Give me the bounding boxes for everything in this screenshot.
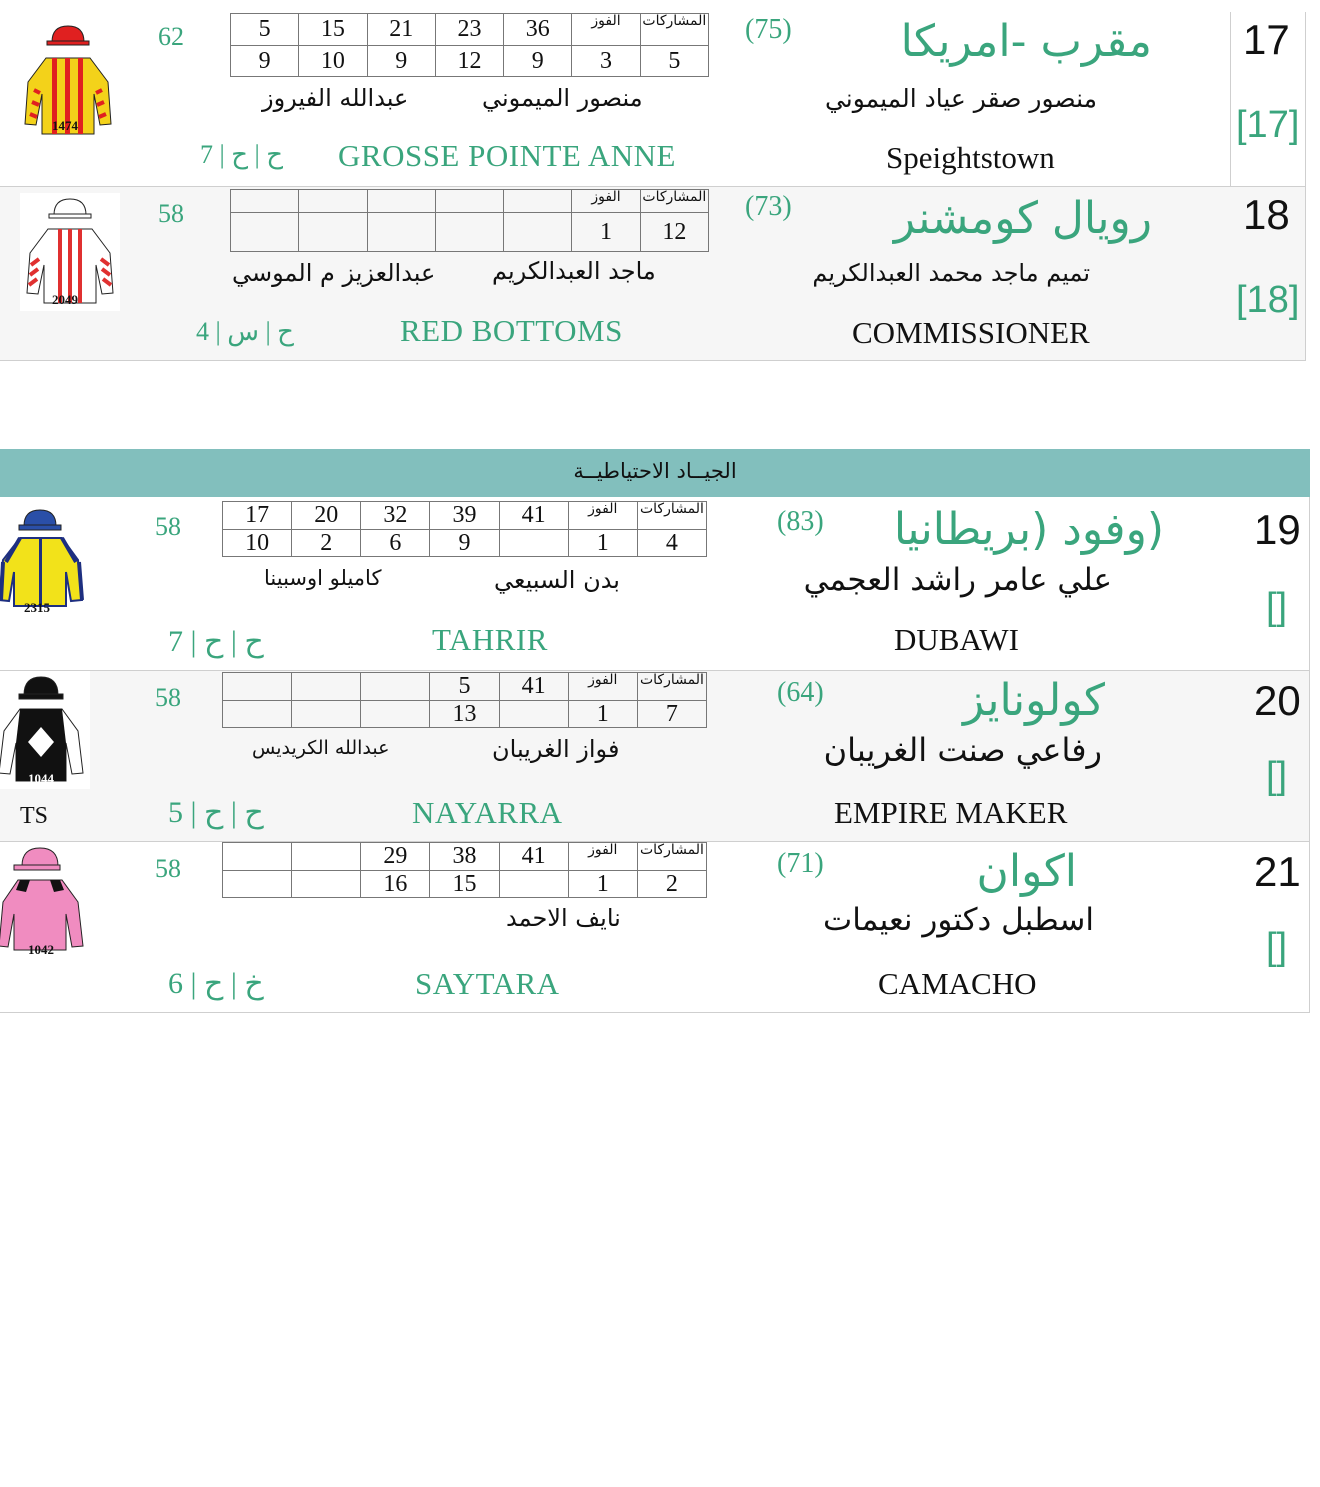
stats-cell [361,700,430,728]
stats-header-wins: الفوز [568,843,637,871]
horse-name-ar: كولونايز [963,675,1105,726]
stats-cell: 39 [430,502,499,530]
meta-info: ح | ح | 5 [168,796,264,829]
meta-info: ح | س | 4 [196,317,294,346]
trainer-name: نايف الاحمد [506,904,621,932]
runner-row-17 [0,12,1310,186]
divider [1309,497,1310,1013]
stats-cell: 32 [361,502,430,530]
stats-starts: 7 [637,700,706,728]
stats-cell: 41 [499,843,568,871]
divider [0,1012,1310,1013]
runner-number: 18 [1243,191,1290,238]
stats-cell [361,673,430,701]
stats-header-wins: الفوز [572,190,640,213]
stats-cell: 13 [430,700,499,728]
stats-cell [435,190,503,213]
stats-wins: 1 [568,529,637,557]
stats-starts: 5 [640,45,708,77]
stats-cell [223,673,292,701]
draw-number: [18] [1236,279,1300,321]
horse-name-ar: مقرب -امريكا [900,16,1152,67]
stats-cell [499,529,568,557]
stats-cell [223,870,292,898]
stats-cell: 9 [231,45,299,77]
stats-wins: 1 [568,700,637,728]
silk-note: TS [20,803,49,829]
stats-cell: 38 [430,843,499,871]
stats-cell [292,843,361,871]
sire-name: EMPIRE MAKER [834,795,1068,830]
weight: 58 [155,854,181,883]
stats-starts: 12 [640,213,708,252]
stats-header-starts: المشاركات [640,14,708,46]
silk-number: 1042 [28,942,54,957]
stats-cell [223,700,292,728]
runner-row-21 [0,842,1310,1012]
horse-name-en: SAYTARA [415,966,560,1001]
sire-name: Speightstown [886,140,1055,175]
trainer-name: فواز الغريبان [492,735,620,763]
stats-header-starts: المشاركات [637,673,706,701]
jockey-name: كاميلو اوسبينا [264,566,382,590]
horse-name-en: GROSSE POINTE ANNE [338,138,676,173]
reserve-banner-title: الجيــاد الاحتياطيــة [573,459,737,483]
stats-cell: 5 [430,673,499,701]
stats-cell [292,870,361,898]
stats-table [230,189,709,252]
stats-header-starts: المشاركات [637,843,706,871]
rating: (75) [745,14,792,45]
stats-cell: 9 [367,45,435,77]
horse-name-en: TAHRIR [432,622,548,657]
stats-cell: 23 [435,14,503,46]
runner-row-18 [0,187,1310,360]
stats-cell: 41 [499,502,568,530]
stats-cell [367,213,435,252]
draw-number: [] [1266,586,1288,628]
horse-name-ar: (وفود (بريطانيا [893,504,1164,555]
trainer-name: منصور الميموني [482,84,643,112]
stats-table [230,13,709,77]
rating: (71) [777,848,824,879]
meta-info: خ | ح | 6 [168,967,264,1000]
stats-cell [499,870,568,898]
stats-starts: 4 [637,529,706,557]
weight: 58 [155,512,181,541]
stats-cell: 21 [367,14,435,46]
stats-cell [292,700,361,728]
stats-cell [299,213,367,252]
sire-name: DUBAWI [894,622,1019,657]
horse-name-ar: اكوان [976,846,1077,897]
silk-number: 1474 [52,118,78,133]
stats-wins: 3 [572,45,640,77]
trainer-name: ماجد العبدالكريم [492,257,656,285]
meta-info: ح | ح | 7 [200,140,283,169]
stats-cell: 10 [223,529,292,557]
jockey-name: عبدالله الفيروز [262,84,409,112]
stats-cell [292,673,361,701]
runner-number: 21 [1254,848,1301,895]
stats-starts: 2 [637,870,706,898]
stats-wins: 1 [572,213,640,252]
stats-cell [223,843,292,871]
runner-row-20 [0,671,1310,841]
draw-number: [] [1266,755,1288,797]
stats-cell: 9 [430,529,499,557]
stats-cell: 9 [504,45,572,77]
jockey-name: عبدالعزيز م الموسي [232,259,436,287]
stats-cell: 15 [430,870,499,898]
stats-cell: 20 [292,502,361,530]
stats-cell [499,700,568,728]
owner-name: تميم ماجد محمد العبدالكريم [812,259,1090,287]
weight: 58 [158,199,184,228]
stats-cell [367,190,435,213]
stats-table [222,842,707,898]
stats-cell: 29 [361,843,430,871]
stats-cell: 12 [435,45,503,77]
stats-header-starts: المشاركات [637,502,706,530]
divider [0,360,1306,361]
stats-cell: 41 [499,673,568,701]
runner-row-19 [0,498,1310,670]
draw-number: [17] [1236,104,1300,146]
stats-cell [231,190,299,213]
rating: (64) [777,677,824,708]
stats-cell: 2 [292,529,361,557]
stats-wins: 1 [568,870,637,898]
rating: (73) [745,191,792,222]
horse-name-ar: رويال كومشنر [893,193,1152,244]
stats-header-wins: الفوز [572,14,640,46]
stats-table [222,672,707,728]
stats-cell: 15 [299,14,367,46]
silk-number: 2315 [24,600,50,615]
stats-header-wins: الفوز [568,502,637,530]
sire-name: COMMISSIONER [852,315,1090,350]
stats-cell [435,213,503,252]
stats-cell [231,213,299,252]
meta-info: ح | ح | 7 [168,625,264,658]
stats-header-starts: المشاركات [640,190,708,213]
stats-cell: 6 [361,529,430,557]
stats-table [222,501,707,557]
runner-number: 20 [1254,677,1301,724]
horse-name-en: RED BOTTOMS [400,313,623,348]
owner-name: منصور صقر عياد الميموني [824,84,1097,113]
weight: 62 [158,22,184,51]
owner-name: رفاعي صنت الغريبان [823,731,1102,769]
silk-number: 2049 [52,292,78,307]
stats-cell [504,190,572,213]
runner-number: 17 [1243,16,1290,63]
stats-header-wins: الفوز [568,673,637,701]
runner-number: 19 [1254,506,1301,553]
stats-cell [504,213,572,252]
stats-cell: 17 [223,502,292,530]
draw-number: [] [1266,926,1288,968]
stats-cell: 16 [361,870,430,898]
owner-name: علي عامر راشد العجمي [803,562,1112,598]
weight: 58 [155,683,181,712]
sire-name: CAMACHO [878,966,1037,1001]
horse-name-en: NAYARRA [412,795,563,830]
stats-cell: 5 [231,14,299,46]
trainer-name: بدن السبيعي [494,566,620,594]
reserve-banner [0,449,1310,497]
jockey-name: عبدالله الكريديس [252,737,390,759]
stats-cell [299,190,367,213]
stats-cell: 36 [504,14,572,46]
rating: (83) [777,506,824,537]
silk-number: 1044 [28,771,54,786]
stats-cell: 10 [299,45,367,77]
owner-name: اسطبل دكتور نعيمات [823,902,1094,938]
